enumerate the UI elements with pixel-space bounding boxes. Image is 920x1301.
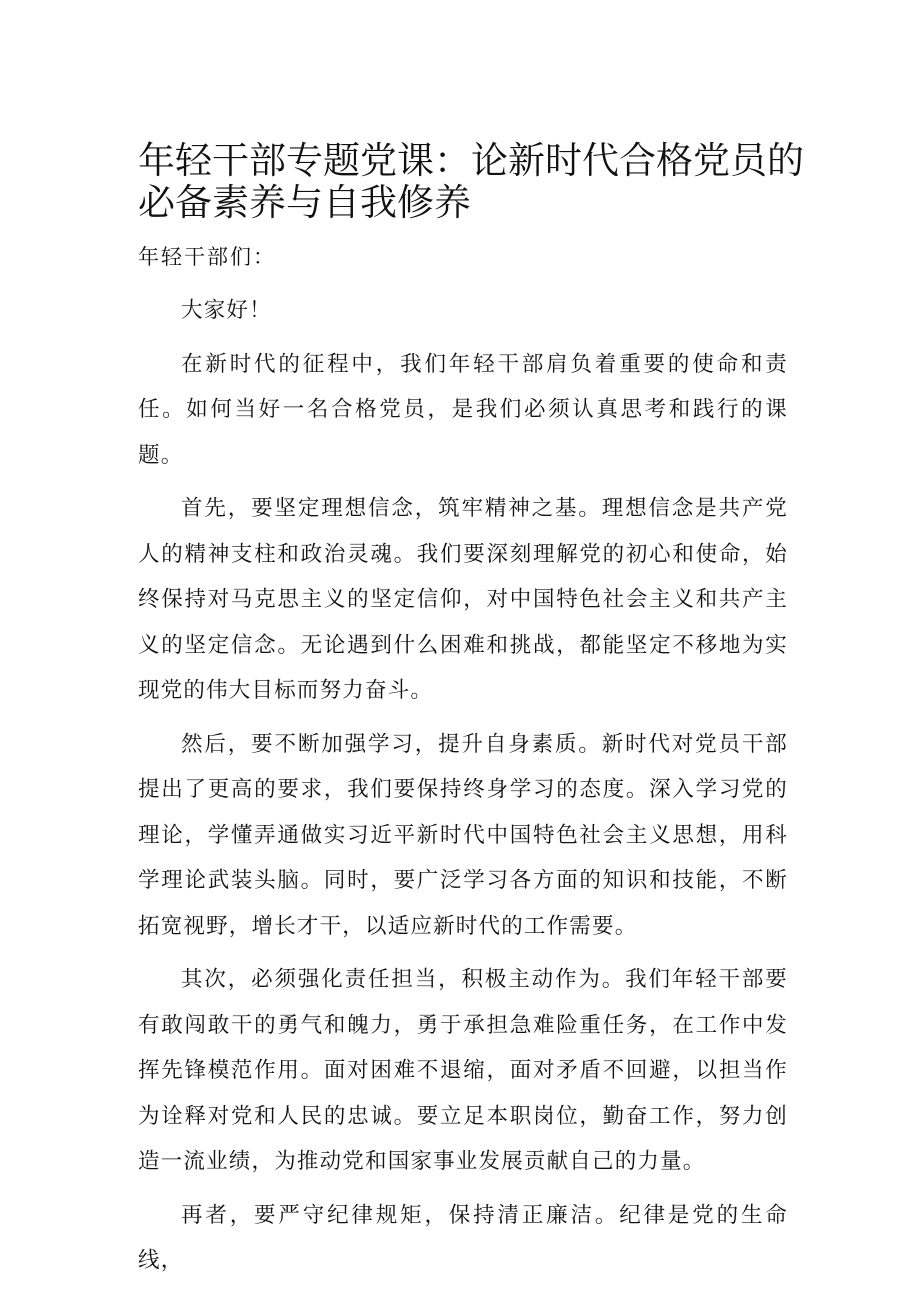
paragraph-ideals: 首先，要坚定理想信念，筑牢精神之基。理想信念是共产党人的精神支柱和政治灵魂。我们要深刻理解党的初心和使命，始终保持对马克思主义的坚定信仰，对中国特色社会主义和共产主义的坚定信念。无论遇到什么困难和挑战，都能坚定不移地为实现党的伟大目标而努力奋斗。 [138, 496, 788, 703]
paragraph-greeting: 大家好！ [181, 298, 272, 323]
paragraph-learning: 然后，要不断加强学习，提升自身素质。新时代对党员干部提出了更高的要求，我们要保持终身学习的态度。深入学习党的理论，学懂弄通做实习近平新时代中国特色社会主义思想，用科学理论武装头脑。同时，要广泛学习各方面的知识和技能，不断拓宽视野，增长才干，以适应新时代的工作需要。 [138, 731, 788, 939]
salutation: 年轻干部们： [138, 245, 276, 269]
document-body [138, 288, 788, 1292]
paragraph-responsibility: 其次，必须强化责任担当，积极主动作为。我们年轻干部要有敢闯敢干的勇气和魄力，勇于承担急难险重任务，在工作中发挥先锋模范作用。面对困难不退缩，面对矛盾不回避，以担当作为诠释对党和人民的忠诚。要立足本职岗位，勤奋工作，努力创造一流业绩，为推动党和国家事业发展贡献自己的力量。 [138, 967, 788, 1174]
document-title: 年轻干部专题党课：论新时代合格党员的必备素养与自我修养 [138, 139, 804, 224]
paragraph-discipline: 再者，要严守纪律规矩，保持清正廉洁。纪律是党的生命线， [138, 1202, 788, 1273]
paragraph-intro: 在新时代的征程中，我们年轻干部肩负着重要的使命和责任。如何当好一名合格党员，是我们必须认真思考和践行的课题。 [138, 351, 788, 468]
